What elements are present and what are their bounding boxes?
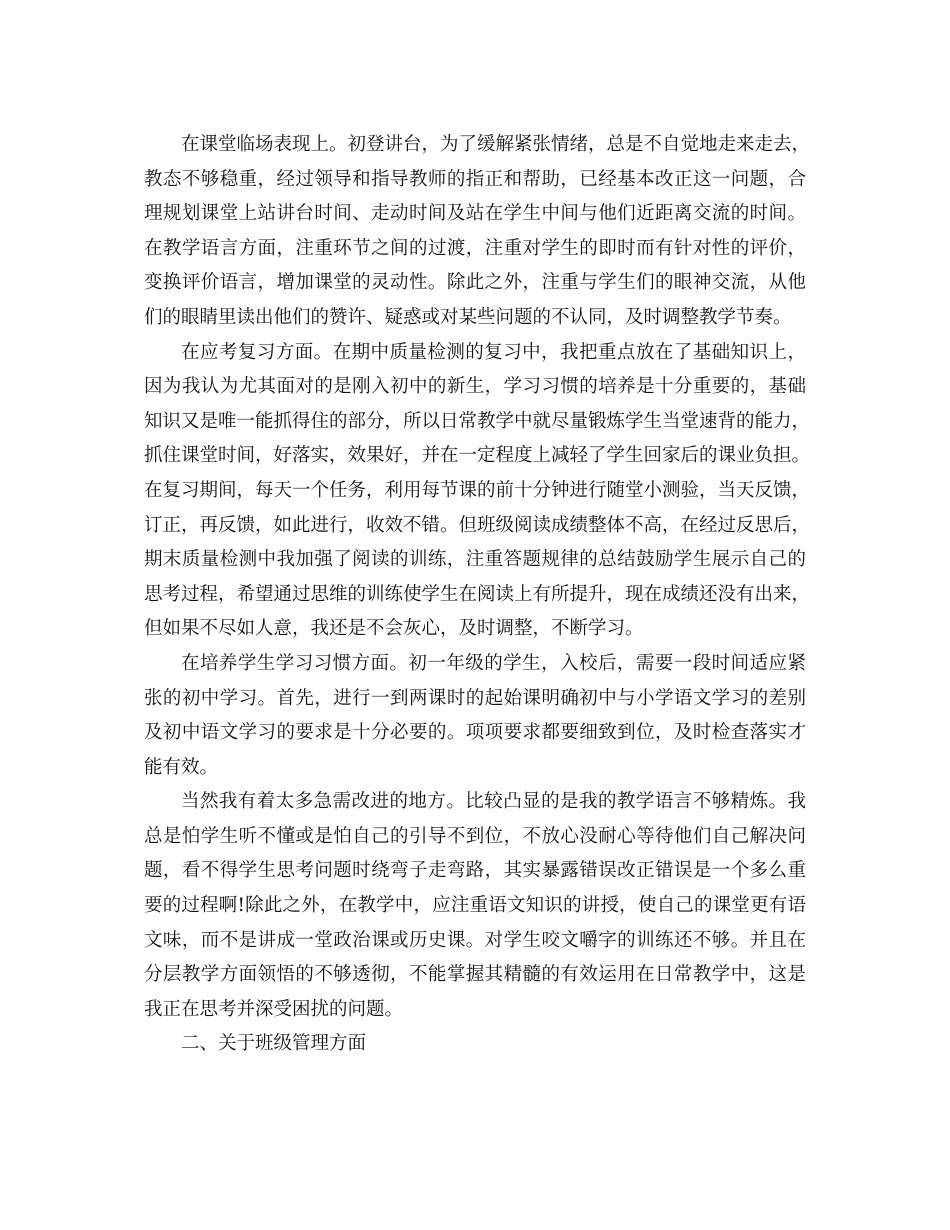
document-body (144, 128, 811, 1062)
paragraph-line: 但如果不尽如人意，我还是不会灰心，及时调整，不断学习。 (144, 618, 644, 640)
section-heading: 二、关于班级管理方面 (181, 1033, 367, 1055)
paragraph-line: 们的眼睛里读出他们的赞许、疑惑或对某些问题的不认同，及时调整教学节奏。 (144, 306, 792, 328)
paragraph-line: 在教学语言方面，注重环节之间的过渡，注重对学生的即时而有针对性的评价， (144, 237, 806, 259)
paragraph-line: 分层教学方面领悟的不够透彻，不能掌握其精髓的有效运用在日常教学中，这是 (144, 964, 806, 986)
paragraph-line: 张的初中学习。首先，进行一到两课时的起始课明确初中与小学语文学习的差别 (144, 687, 806, 709)
paragraph-line: 订正，再反馈，如此进行，收效不错。但班级阅读成绩整体不高，在经过反思后， (144, 514, 811, 536)
paragraph-line: 知识又是唯一能抓得住的部分，所以日常教学中就尽量锻炼学生当堂速背的能力， (144, 410, 811, 432)
paragraph-line: 总是怕学生听不懂或是怕自己的引导不到位，不放心没耐心等待他们自己解决问 (144, 825, 806, 847)
paragraph-line: 当然我有着太多急需改进的地方。比较凸显的是我的教学语言不够精炼。我 (181, 791, 806, 813)
paragraph-line: 文味，而不是讲成一堂政治课或历史课。对学生咬文嚼字的训练还不够。并且在 (144, 929, 806, 951)
paragraph-line: 及初中语文学习的要求是十分必要的。项项要求都要细致到位，及时检查落实才 (144, 722, 806, 744)
paragraph-line: 在应考复习方面。在期中质量检测的复习中，我把重点放在了基础知识上， (181, 341, 806, 363)
paragraph-line: 理规划课堂上站讲台时间、走动时间及站在学生中间与他们近距离交流的时间。 (144, 203, 806, 225)
paragraph-line: 题，看不得学生思考问题时绕弯子走弯路，其实暴露错误改正错误是一个多么重 (144, 860, 806, 882)
paragraph-line: 因为我认为尤其面对的是刚入初中的新生，学习习惯的培养是十分重要的，基础 (144, 376, 806, 398)
paragraph-line: 在培养学生学习习惯方面。初一年级的学生，入校后，需要一段时间适应紧 (181, 652, 806, 674)
paragraph-line: 我正在思考并深受困扰的问题。 (144, 998, 404, 1020)
paragraph-line: 期末质量检测中我加强了阅读的训练，注重答题规律的总结鼓励学生展示自己的 (144, 549, 806, 571)
paragraph-line: 教态不够稳重，经过领导和指导教师的指正和帮助，已经基本改正这一问题，合 (144, 168, 806, 190)
paragraph-line: 在课堂临场表现上。初登讲台，为了缓解紧张情绪，总是不自觉地走来走去， (181, 134, 811, 155)
paragraph-line: 能有效。 (144, 756, 219, 778)
paragraph-line: 抓住课堂时间，好落实，效果好，并在一定程度上减轻了学生回家后的课业负担。 (144, 445, 811, 467)
paragraph-line: 要的过程啊!除此之外，在教学中，应注重语文知识的讲授，使自己的课堂更有语 (144, 895, 806, 917)
paragraph-line: 在复习期间，每天一个任务，利用每节课的前十分钟进行随堂小测验，当天反馈， (144, 479, 811, 501)
paragraph-line: 变换评价语言，增加课堂的灵动性。除此之外，注重与学生们的眼神交流，从他 (144, 272, 806, 294)
paragraph-line: 思考过程，希望通过思维的训练使学生在阅读上有所提升，现在成绩还没有出来， (144, 583, 811, 605)
